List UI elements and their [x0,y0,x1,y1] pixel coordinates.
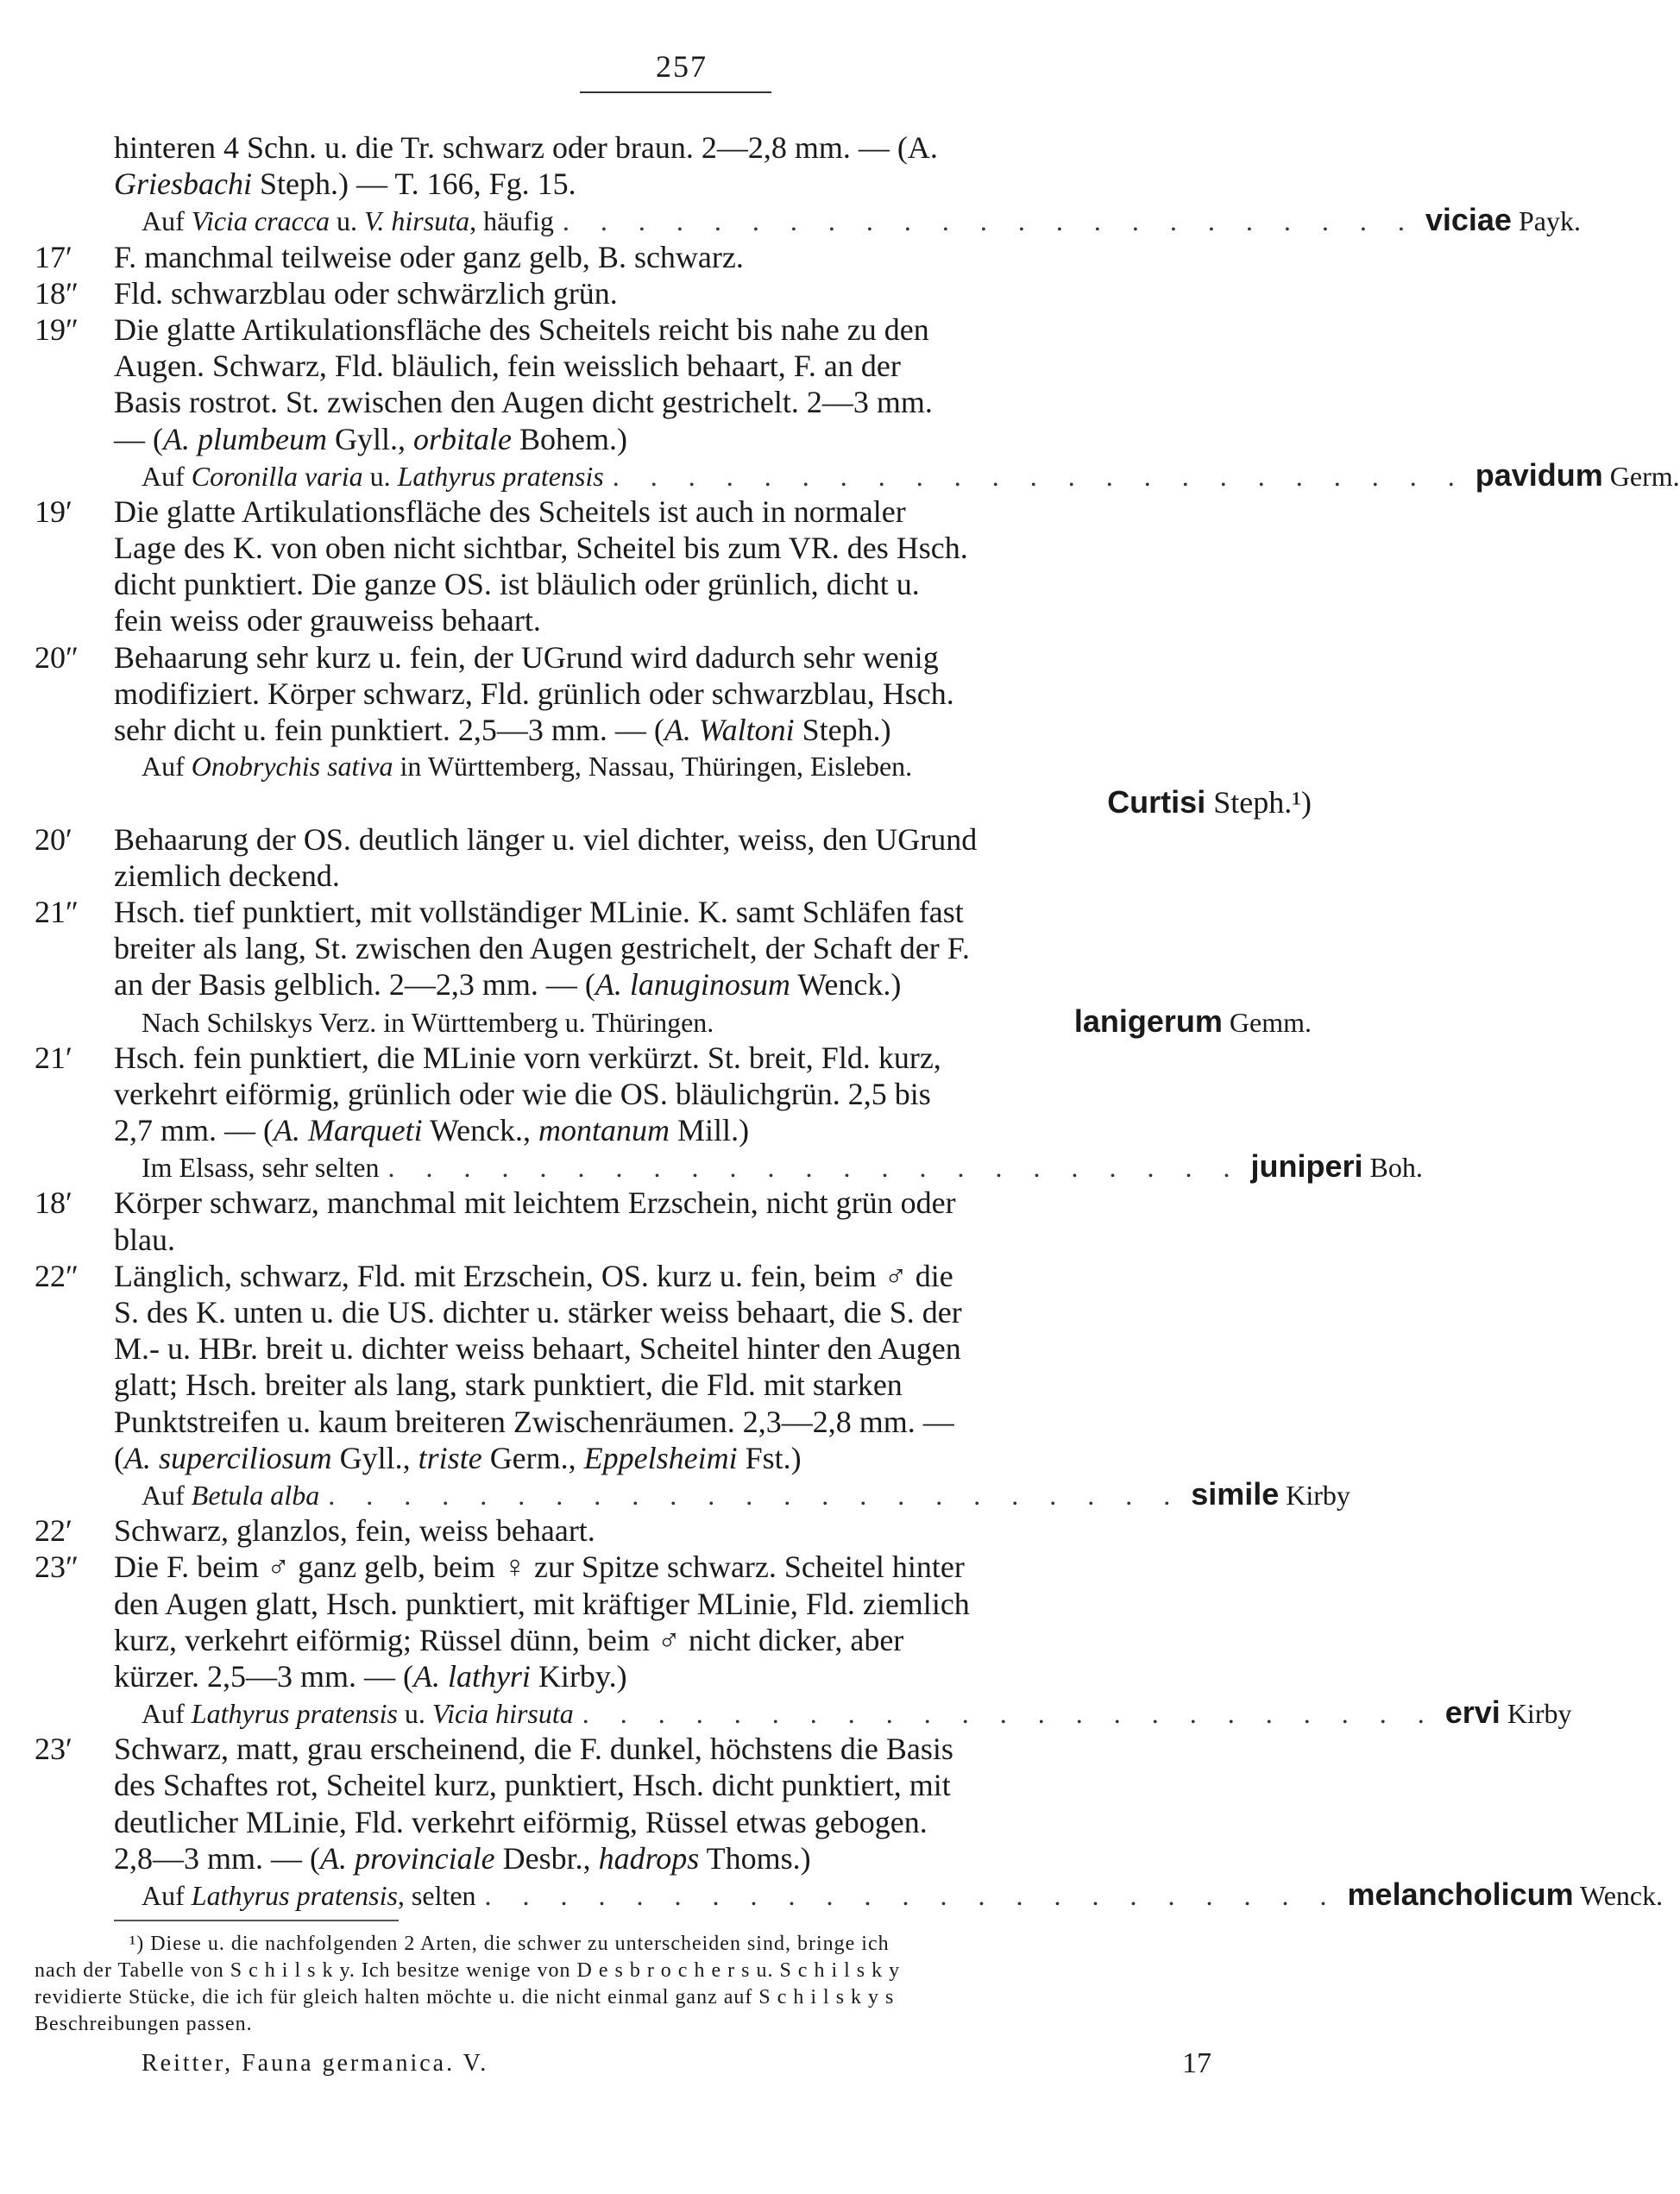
footnote-rule [114,1920,399,1921]
couplet-line: 20″ Behaarung sehr kurz u. fein, der UGrund wird dadurch sehr wenig [35,639,939,675]
text-line: modifiziert. Körper schwarz, Fld. grünlich oder schwarzblau, Hsch. [114,676,954,711]
text-line: S. des K. unten u. die US. dichter u. stärker weiss behaart, die S. der [114,1295,962,1330]
species-name: melancholicum [1347,1877,1574,1912]
host-line: Auf Lathyrus pratensis u. Vicia hirsuta . . . . . . . . . . . . . . . . . . . . . . . ervi Kirby [142,1694,1572,1731]
text-line: breiter als lang, St. zwischen den Augen gestrichelt, der Schaft der F. [114,931,970,966]
text-line: ziemlich deckend. [114,858,340,893]
couplet-line: 22′ Schwarz, glanzlos, fein, weiss behaart. [35,1513,595,1549]
couplet-line: 21″ Hsch. tief punktiert, mit vollständiger MLinie. K. samt Schläfen fast [35,894,964,929]
species-name: Curtisi [1107,784,1206,820]
species-line: Curtisi Steph.¹) [1107,784,1312,820]
couplet-line: 21′ Hsch. fein punktiert, die MLinie vorn verkürzt. St. breit, Fld. kurz, [35,1040,941,1075]
book-reference: Reitter, Fauna germanica. V. [142,2050,489,2077]
couplet-number: 20″ [35,639,79,675]
text-line: Punktstreifen u. kaum breiteren Zwischenräumen. 2,3—2,8 mm. — [114,1404,954,1439]
text-line: den Augen glatt, Hsch. punktiert, mit kräftiger MLinie, Fld. ziemlich [114,1586,970,1621]
couplet-number: 21′ [35,1040,72,1075]
host-line: Auf Onobrychis sativa in Württemberg, Nassau, Thüringen, Eisleben. [142,751,913,783]
couplet-line: 19′ Die glatte Artikulationsfläche des Scheitels ist auch in normaler [35,493,906,529]
key-text [35,129,1680,1913]
text-line: M.- u. HBr. breit u. dichter weiss behaart, Scheitel hinter den Augen [114,1331,961,1367]
couplet-line: 19″ Die glatte Artikulationsfläche des Scheitels reicht bis nahe zu den [35,311,929,347]
host-line: Im Elsass, sehr selten . . . . . . . . . . . . . . . . . . . . . . . juniperi Boh. [142,1148,1423,1185]
host-line: Auf Coronilla varia u. Lathyrus pratensis . . . . . . . . . . . . . . . . . . . . . . . pavidum Germ. [142,456,1680,493]
couplet-number: 19″ [35,311,79,347]
species-name: ervi [1444,1694,1501,1731]
couplet-line: 20′ Behaarung der OS. deutlich länger u. viel dichter, weiss, den UGrund [35,821,978,857]
couplet-number: 19′ [35,493,72,529]
page-number: 257 [656,49,708,84]
host-line: Auf Vicia cracca u. V. hirsuta, häufig . . . . . . . . . . . . . . . . . . . . . . . viciae Payk. [142,202,1581,238]
couplet-number: 21″ [35,894,79,929]
species-name: viciae [1425,202,1512,238]
text-line: 2,8—3 mm. — (A. provinciale Desbr., hadrops Thoms.) [114,1840,811,1876]
footnote-line: nach der Tabelle von S c h i l s k y. Ich besitze wenige von D e s b r o c h e r s u. S c h i l s k y [35,1959,901,1982]
text-line: verkehrt eiförmig, grünlich oder wie die OS. bläulichgrün. 2,5 bis [114,1076,931,1111]
couplet-line: 23″ Die F. beim ♂ ganz gelb, beim ♀ zur Spitze schwarz. Scheitel hinter [35,1550,965,1585]
text-line: 2,7 mm. — (A. Marqueti Wenck., montanum Mill.) [114,1113,750,1148]
footnote [35,1931,1312,2038]
footnote-line: revidierte Stücke, die ich für gleich halten möchte u. die nicht einmal ganz auf S c h i l s k y s [35,1986,895,2009]
footnote-line: ¹) Diese u. die nachfolgenden 2 Arten, die schwer zu unterscheiden sind, bringe ich [129,1933,890,1955]
couplet-number: 22′ [35,1513,72,1549]
text-line: kurz, verkehrt eiförmig; Rüssel dünn, beim ♂ nicht dicker, aber [114,1622,904,1657]
couplet-line: 18″ Fld. schwarzblau oder schwärzlich grün. [35,275,618,311]
couplet-line: 22″ Länglich, schwarz, Fld. mit Erzschein, OS. kurz u. fein, beim ♂ die [35,1258,953,1293]
text-line: Augen. Schwarz, Fld. bläulich, fein weisslich behaart, F. an der [114,349,901,384]
couplet-number: 23″ [35,1550,79,1585]
text-line: sehr dicht u. fein punktiert. 2,5—3 mm. — (A. Waltoni Steph.) [114,713,891,747]
text-line: kürzer. 2,5—3 mm. — (A. lathyri Kirby.) [114,1658,627,1694]
couplet-line: 23′ Schwarz, matt, grau erscheinend, die F. dunkel, höchstens die Basis [35,1732,953,1767]
host-line: Auf Lathyrus pratensis, selten . . . . . . . . . . . . . . . . . . . . . . . melancholicum Wenck. [142,1877,1664,1912]
species-name: pavidum [1475,456,1603,493]
page-footer [35,2045,1312,2083]
couplet-number: 17′ [35,239,72,274]
couplet-line: 17′ F. manchmal teilweise oder ganz gelb, B. schwarz. [35,239,744,274]
text-line: glatt; Hsch. breiter als lang, stark punktiert, die Fld. mit starken [114,1367,903,1403]
couplet-number: 20′ [35,821,72,857]
text-line: des Schaftes rot, Scheitel kurz, punktiert, Hsch. dicht punktiert, mit [114,1768,951,1803]
couplet-line: 18′ Körper schwarz, manchmal mit leichtem Erzschein, nicht grün oder [35,1185,956,1221]
signature-mark: 17 [1182,2047,1211,2079]
text-line: dicht punktiert. Die ganze OS. ist bläulich oder grünlich, dicht u. [114,567,920,602]
footnote-line: Beschreibungen passen. [35,2013,253,2035]
couplet-number: 23′ [35,1732,72,1767]
header-rule [580,91,771,93]
text-line: an der Basis gelblich. 2—2,3 mm. — (A. lanuginosum Wenck.) [114,967,902,1003]
text-line: (A. superciliosum Gyll., triste Germ., Eppelsheimi Fst.) [114,1440,802,1475]
text-line: fein weiss oder grauweiss behaart. [114,603,541,638]
text-line: Lage des K. von oben nicht sichtbar, Scheitel bis zum VR. des Hsch. [114,531,968,566]
text-line: deutlicher MLinie, Fld. verkehrt eiförmig, Rüssel etwas gebogen. [114,1804,928,1839]
couplet-number: 18″ [35,275,79,311]
text-line: — (A. plumbeum Gyll., orbitale Bohem.) [114,421,627,456]
text-line: Griesbachi Steph.) — T. 166, Fg. 15. [114,167,576,202]
species-name: simile [1191,1475,1280,1512]
species-name: lanigerum [1073,1003,1223,1039]
host-line: Auf Betula alba . . . . . . . . . . . . . . . . . . . . . . . simile Kirby [142,1475,1350,1512]
host-line: Nach Schilskys Verz. in Württemberg u. Thüringen. lanigerum Gemm. [142,1003,1312,1039]
couplet-number: 18′ [35,1185,72,1221]
species-name: juniperi [1250,1148,1363,1185]
text-line: hinteren 4 Schn. u. die Tr. schwarz oder braun. 2—2,8 mm. — (A. [114,130,938,165]
text-line: Basis rostrot. St. zwischen den Augen dicht gestrichelt. 2—3 mm. [114,385,933,420]
couplet-number: 22″ [35,1258,79,1293]
text-line: blau. [114,1222,175,1257]
